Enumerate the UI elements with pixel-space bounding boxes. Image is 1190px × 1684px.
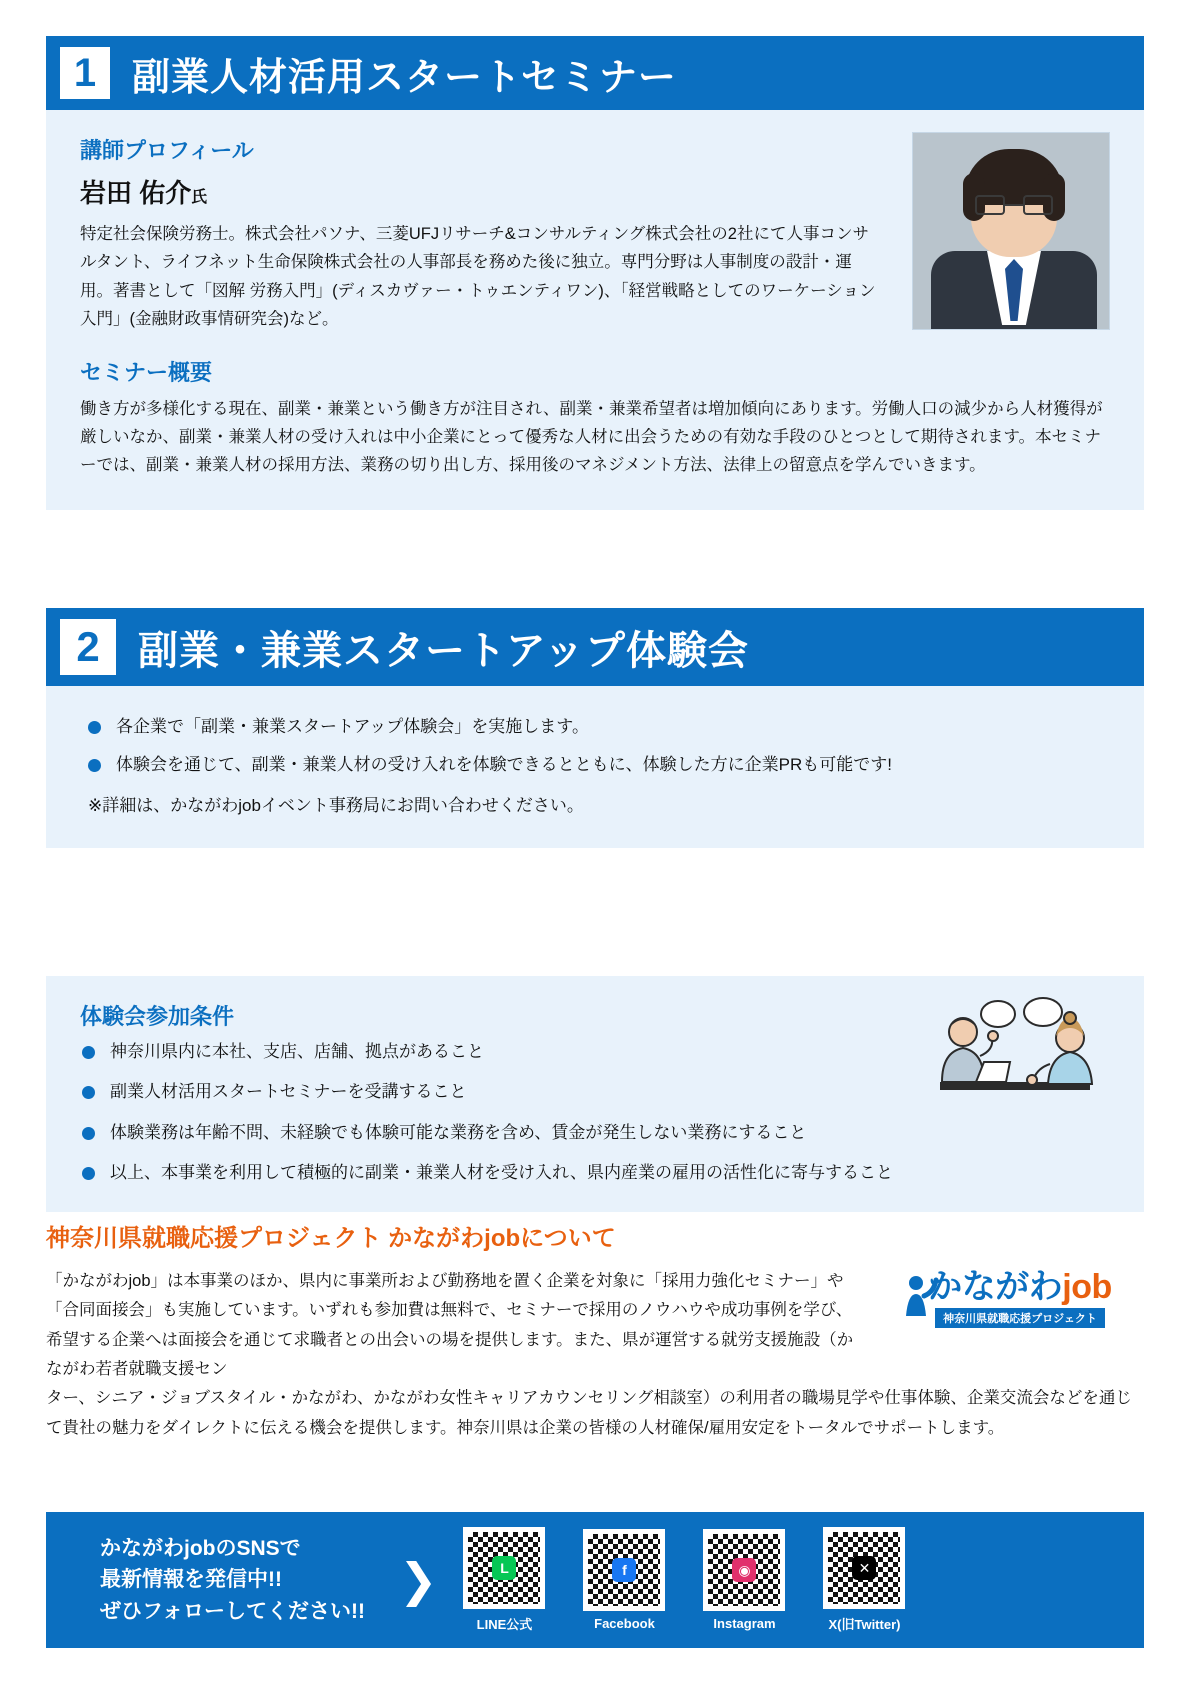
line-icon: L — [492, 1556, 516, 1580]
overview-text: 働き方が多様化する現在、副業・兼業という働き方が注目され、副業・兼業希望者は増加傾向にあります。労働人口の減少から人材獲得が厳しいなか、副業・兼業人材の受け入れは中小企業にとって優秀な人材に出会うための有効な手段のひとつとして期待されます。本セミナーでは、副業・兼業人材の採用方法、業務の切り出し方、採用後のマネジメント方法、法律上の留意点を学んでいきます。 — [80, 399, 1103, 475]
conditions-heading: 体験会参加条件 — [80, 1004, 235, 1029]
sns-message-line2: 最新情報を発信中!! — [100, 1568, 282, 1592]
logo-text-job: job — [1062, 1268, 1112, 1306]
list-item: 体験業務は年齢不問、未経験でも体験可能な業務を含め、賃金が発生しない業務にすること — [80, 1120, 1110, 1146]
lecturer-name-text: 岩田 佑介 — [80, 178, 192, 208]
logo-person-icon — [902, 1274, 942, 1318]
sns-message-line1: かながわjobのSNSで — [100, 1536, 301, 1560]
list-item: 各企業で「副業・兼業スタートアップ体験会」を実施します。 — [86, 714, 1110, 740]
sns-label: X(旧Twitter) — [828, 1617, 901, 1632]
overview-heading: セミナー概要 — [80, 359, 213, 385]
section-1-panel — [46, 110, 1144, 510]
section-1-title: 副業人材活用スタートセミナー — [132, 56, 677, 99]
sns-label: Facebook — [594, 1616, 655, 1631]
about-section — [46, 1218, 1144, 1443]
line-qr-code[interactable] — [463, 1527, 545, 1609]
sns-label: LINE公式 — [476, 1617, 533, 1632]
section-2 — [46, 608, 1144, 848]
section-1-banner — [46, 36, 1144, 110]
about-title: 神奈川県就職応援プロジェクト かながわjobについて — [46, 1225, 616, 1252]
section-2-note: ※詳細は、かながわjobイベント事務局にお問い合わせください。 — [88, 795, 584, 815]
section-2-panel — [46, 686, 1144, 848]
logo-text-ja: かながわ — [928, 1268, 1063, 1306]
sns-label: Instagram — [713, 1616, 776, 1631]
x-qr-code[interactable] — [823, 1527, 905, 1609]
lecturer-name — [80, 173, 880, 210]
facebook-qr-code[interactable] — [583, 1529, 665, 1611]
conditions-list — [80, 1039, 1110, 1186]
profile-heading: 講師プロフィール — [80, 138, 254, 163]
conditions-section — [46, 976, 1144, 1212]
instagram-qr-code[interactable] — [703, 1529, 785, 1611]
sns-item-instagram[interactable] — [703, 1529, 785, 1631]
lecturer-portrait — [912, 132, 1110, 330]
section-2-number: 2 — [60, 619, 116, 675]
qr-code-group — [463, 1527, 905, 1633]
section-2-title: 副業・兼業スタートアップ体験会 — [138, 628, 749, 673]
lecturer-name-suffix: 氏 — [191, 189, 208, 206]
logo-subtitle: 神奈川県就職応援プロジェクト — [935, 1308, 1105, 1328]
lecturer-bio: 特定社会保険労務士。株式会社パソナ、三菱UFJリサーチ&コンサルティング株式会社の2社にて人事コンサルタント、ライフネット生命保険株式会社の人事部長を務めた後に独立。専門分野は人事制度の設計・運用。著書として「図解 労務入門」(ディスカヴァー・トゥエンティワン)、「経営戦略としてのワーケーション入門」(金融財政事情研究会)など。 — [80, 225, 876, 329]
list-item: 副業人材活用スタートセミナーを受講すること — [80, 1079, 1110, 1105]
section-2-banner — [46, 608, 1144, 686]
about-paragraph-bottom: ター、シニア・ジョブスタイル・かながわ、かながわ女性キャリアカウンセリング相談室）の利用者の職場見学や仕事体験、企業交流会などを通じて貴社の魅力をダイレクトに伝える機会を提供します。神奈川県は企業の皆様の人材確保/雇用安定をトータルでサポートします。 — [46, 1389, 1132, 1437]
about-paragraph-top: 「かながわjob」は本事業のほか、県内に事業所および勤務地を置く企業を対象に「採用力強化セミナー」や「合同面接会」も実施しています。いずれも参加費は無料で、セミナーで採用のノウハウや成功事例を学び、希望する企業へは面接会を通じて求職者との出会いの場を提供します。また、県が運営する就労支援施設（かながわ若者就職支援セン — [46, 1272, 854, 1379]
lecturer-block — [80, 134, 880, 334]
section-2-bullet-list — [86, 714, 1110, 779]
chevron-right-icon: ❯ — [398, 1554, 438, 1606]
facebook-icon: f — [612, 1558, 636, 1582]
sns-message-line3: ぜひフォローしてください!! — [100, 1599, 365, 1623]
sns-item-facebook[interactable] — [583, 1529, 665, 1631]
sns-item-x[interactable] — [823, 1527, 905, 1633]
kanagawa-job-logo — [902, 1270, 1138, 1346]
sns-message — [100, 1533, 365, 1628]
section-1-number: 1 — [60, 47, 110, 99]
x-twitter-icon: ✕ — [852, 1556, 876, 1580]
sns-item-line[interactable] — [463, 1527, 545, 1633]
conditions-panel — [46, 976, 1144, 1212]
list-item: 体験会を通じて、副業・兼業人材の受け入れを体験できるとともに、体験した方に企業PRも可能です! — [86, 752, 1110, 778]
section-1 — [46, 36, 1144, 510]
list-item: 以上、本事業を利用して積極的に副業・兼業人材を受け入れ、県内産業の雇用の活性化に寄与すること — [80, 1160, 1110, 1186]
glasses-icon — [975, 195, 1053, 215]
instagram-icon: ◉ — [732, 1558, 756, 1582]
sns-footer — [46, 1512, 1144, 1648]
list-item: 神奈川県内に本社、支店、店舗、拠点があること — [80, 1039, 1110, 1065]
